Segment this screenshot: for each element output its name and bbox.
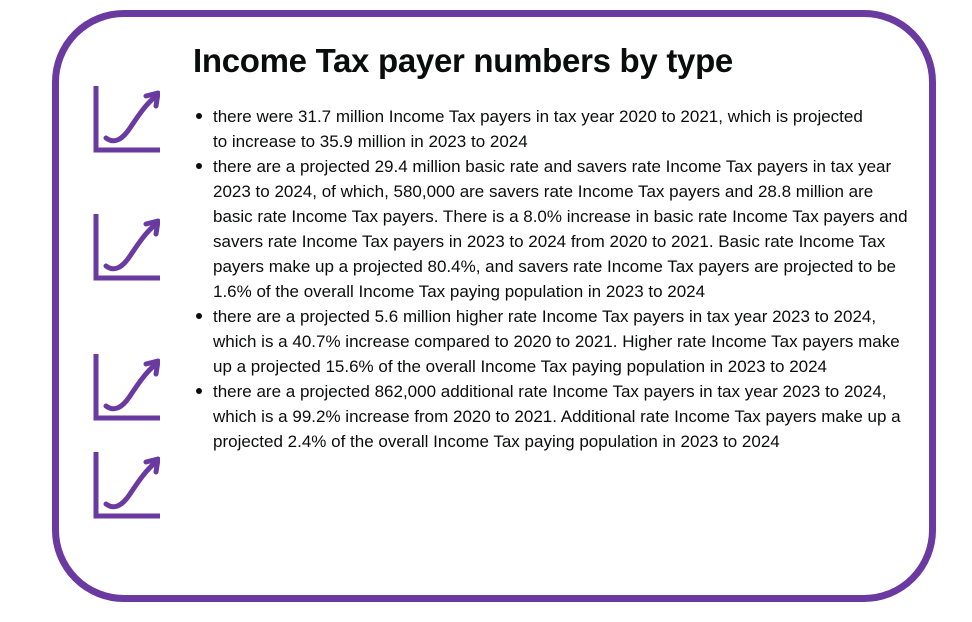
list-item-text: there were 31.7 million Income Tax payers in tax year 2020 to 2021, which is projected to increase to 35.9 million in 2023 to 2024 [213, 107, 863, 151]
bullet-dot [196, 113, 202, 119]
page-title: Income Tax payer numbers by type [193, 42, 733, 79]
list-item-text: there are a projected 5.6 million higher rate Income Tax payers in tax year 2023 to 2024, which is a 40.7% increase compared to 2020 to 2021. Higher rate Income Tax payers make up a projected 15.6% of the overall Income Tax paying population in 2023 to 2024 [213, 307, 900, 376]
rising-trend-chart-icon [90, 352, 160, 422]
bullet-dot [196, 163, 202, 169]
rising-trend-chart-icon [90, 84, 160, 154]
list-item [193, 379, 913, 454]
list-item [193, 154, 913, 304]
rising-trend-chart-icon [90, 212, 160, 282]
tax-payer-bullet-list [193, 104, 913, 454]
list-item-text: there are a projected 862,000 additional rate Income Tax payers in tax year 2023 to 2024, which is a 99.2% increase from 2020 to 2021. Additional rate Income Tax payers make up a projected 2.4% of the overall Income Tax paying population in 2023 to 2024 [213, 382, 901, 451]
list-item [193, 104, 873, 154]
list-item-text: there are a projected 29.4 million basic rate and savers rate Income Tax payers in tax year 2023 to 2024, of which, 580,000 are savers rate Income Tax payers and 28.8 million are basic rate Income Tax payers. There is a 8.0% increase in basic rate Income Tax payers and savers rate Income Tax payers in 2023 to 2024 from 2020 to 2021. Basic rate Income Tax payers make up a projected 80.4%, and savers rate Income Tax payers are projected to be 1.6% of the overall Income Tax paying population in 2023 to 2024 [213, 157, 908, 301]
list-item [193, 304, 913, 379]
bullet-dot [196, 313, 202, 319]
bullet-dot [196, 388, 202, 394]
rising-trend-chart-icon [90, 450, 160, 520]
